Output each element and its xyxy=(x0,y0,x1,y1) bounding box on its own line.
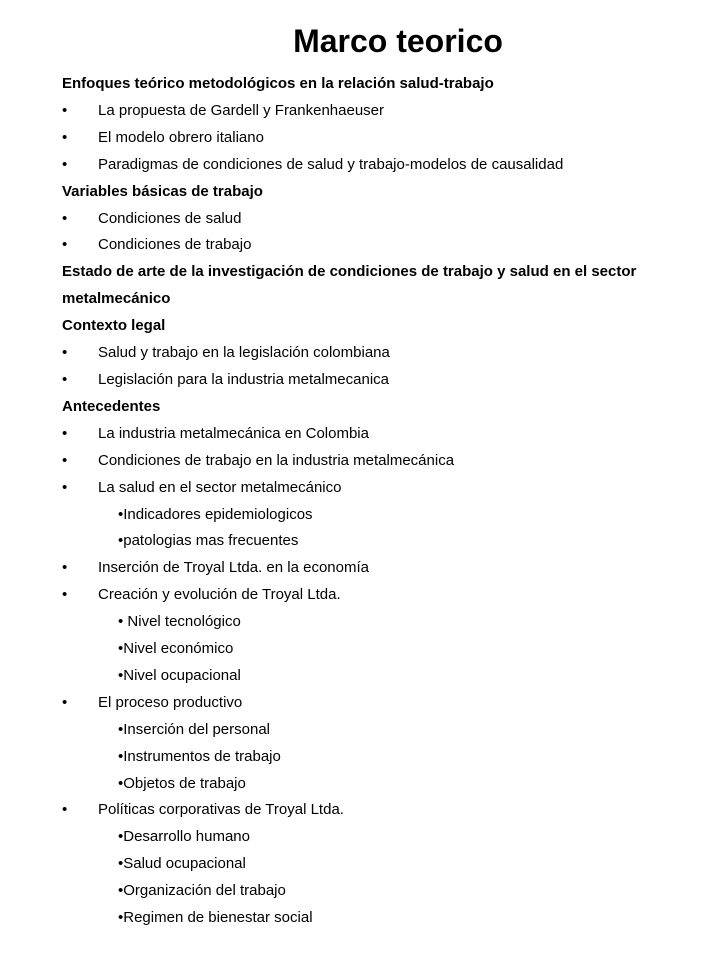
bullet-icon: • xyxy=(62,101,68,119)
list-item: • Condiciones de salud xyxy=(62,206,702,233)
sub-list-item: •Inserción del personal xyxy=(118,720,271,738)
sub-list-item: •Objetos de trabajo xyxy=(118,774,246,792)
list-item: • Salud y trabajo en la legislación colombiana xyxy=(62,340,702,367)
section-heading: Antecedentes xyxy=(62,397,161,415)
sub-list-item: •Desarrollo humano xyxy=(118,828,250,846)
sub-list-item: •Nivel económico xyxy=(118,640,234,658)
sub-list-item: • Nivel tecnológico xyxy=(118,613,241,631)
bullet-icon: • xyxy=(62,586,68,604)
sub-list-item: •patologias mas frecuentes xyxy=(118,532,299,550)
section-heading: Contexto legal xyxy=(62,317,166,335)
list-item: • Condiciones de trabajo xyxy=(62,232,702,259)
bullet-icon: • xyxy=(62,801,68,819)
bullet-icon: • xyxy=(62,424,68,442)
list-item: • Inserción de Troyal Ltda. en la economía xyxy=(62,555,702,582)
list-item: • Paradigmas de condiciones de salud y trabajo-modelos de causalidad xyxy=(62,152,702,179)
sub-list-item: •Salud ocupacional xyxy=(118,855,246,873)
outline-content xyxy=(62,71,702,932)
bullet-icon: • xyxy=(62,478,68,496)
sub-list-item: •Organización del trabajo xyxy=(118,882,286,900)
list-item: • El modelo obrero italiano xyxy=(62,125,702,152)
bullet-icon: • xyxy=(62,236,68,254)
bullet-icon: • xyxy=(62,128,68,146)
bullet-icon: • xyxy=(62,451,68,469)
list-item: • Legislación para la industria metalmecanica xyxy=(62,367,702,394)
list-item: • La salud en el sector metalmecánico xyxy=(62,475,702,502)
sub-list-item: •Regimen de bienestar social xyxy=(118,909,313,927)
bullet-icon: • xyxy=(62,559,68,577)
section-heading: Variables básicas de trabajo xyxy=(62,182,263,200)
list-item: • La propuesta de Gardell y Frankenhaeuser xyxy=(62,98,702,125)
bullet-icon: • xyxy=(62,155,68,173)
list-item: • Creación y evolución de Troyal Ltda. xyxy=(62,582,702,609)
sub-list-item: •Instrumentos de trabajo xyxy=(118,747,281,765)
page-title: Marco teorico xyxy=(293,23,503,59)
list-item: • La industria metalmecánica en Colombia xyxy=(62,421,702,448)
list-item: • Políticas corporativas de Troyal Ltda. xyxy=(62,797,702,824)
bullet-icon: • xyxy=(62,370,68,388)
bullet-icon: • xyxy=(62,693,68,711)
section-heading: Enfoques teórico metodológicos en la relación salud-trabajo xyxy=(62,75,494,92)
section-heading: Estado de arte de la investigación de condiciones de trabajo y salud en el sector metalmecánico xyxy=(62,263,637,308)
list-item: • Condiciones de trabajo en la industria metalmecánica xyxy=(62,448,702,475)
sub-list-item: •Indicadores epidemiologicos xyxy=(118,505,313,523)
bullet-icon: • xyxy=(62,209,68,227)
sub-list-item: •Nivel ocupacional xyxy=(118,666,241,684)
list-item: • El proceso productivo xyxy=(62,690,702,717)
bullet-icon: • xyxy=(62,344,68,362)
